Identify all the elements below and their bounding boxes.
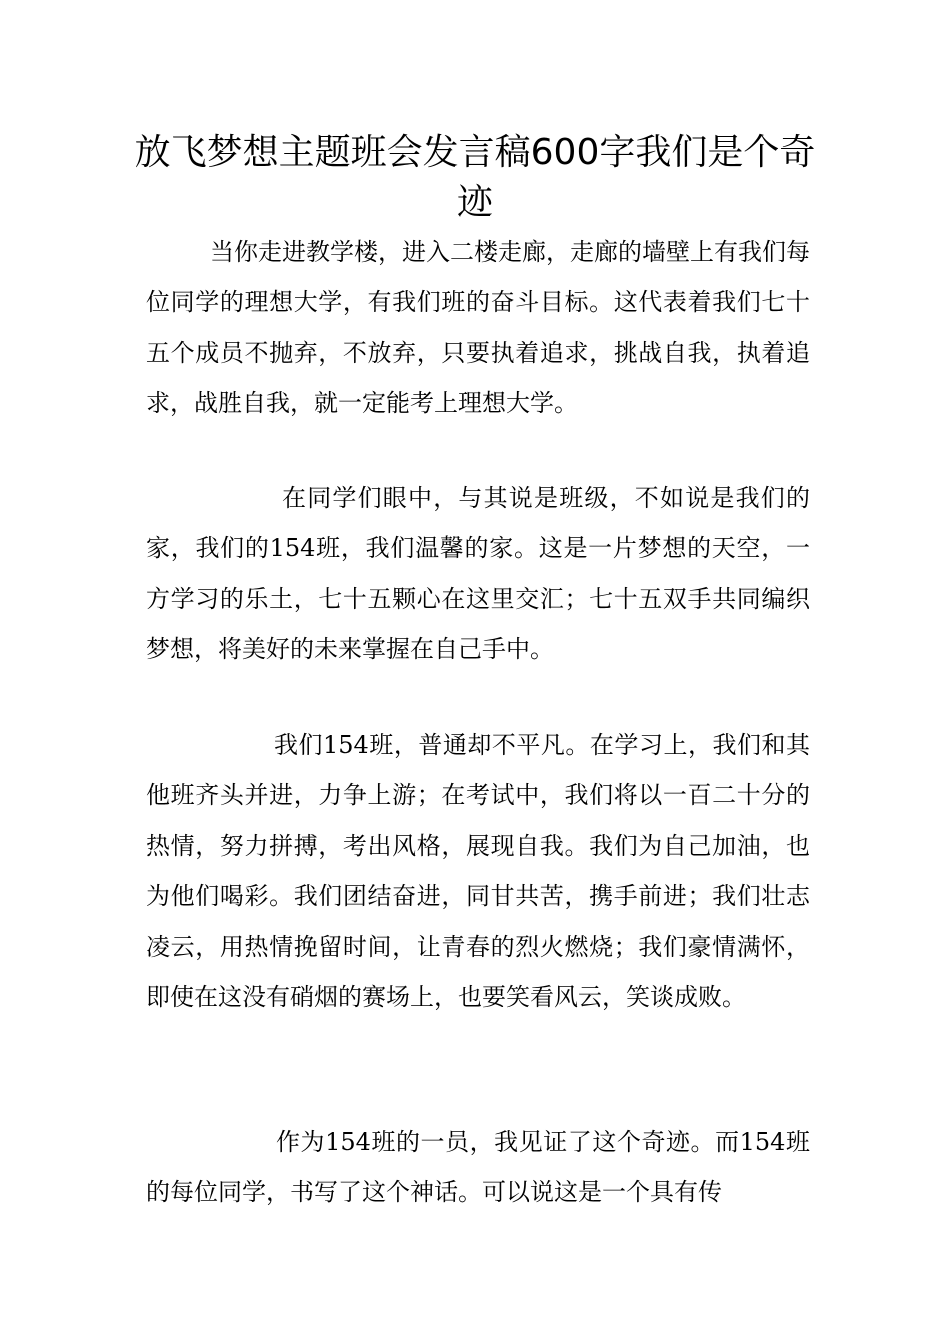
paragraph-4: 作为154班的一员，我见证了这个奇迹。而154班的每位同学，书写了这个神话。可以说这是一个具有传	[146, 1128, 810, 1207]
paragraph-3: 我们154班，普通却不平凡。在学习上，我们和其他班齐头并进，力争上游；在考试中，我们将以一百二十分的热情，努力拼搏，考出风格，展现自我。我们为自己加油，也为他们喝彩。我们团结奋进，同甘共苦，携手前进；我们壮志凌云，用热情挽留时间，让青春的烈火燃烧；我们豪情满怀，即使在这没有硝烟的赛场上，也要笑看风云，笑谈成败。	[146, 731, 810, 1012]
document-title: 放飞梦想主题班会发言稿600字我们是个奇迹	[134, 132, 816, 223]
paragraph-2: 在同学们眼中，与其说是班级，不如说是我们的家，我们的154班，我们温馨的家。这是一片梦想的天空，一方学习的乐土，七十五颗心在这里交汇；七十五双手共同编织梦想，将美好的未来掌握在自己手中。	[146, 484, 810, 664]
paragraph-1: 当你走进教学楼，进入二楼走廊，走廊的墙壁上有我们每位同学的理想大学，有我们班的奋斗目标。这代表着我们七十五个成员不抛弃，不放弃，只要执着追求，挑战自我，执着追求，战胜自我，就一定能考上理想大学。	[146, 238, 810, 418]
